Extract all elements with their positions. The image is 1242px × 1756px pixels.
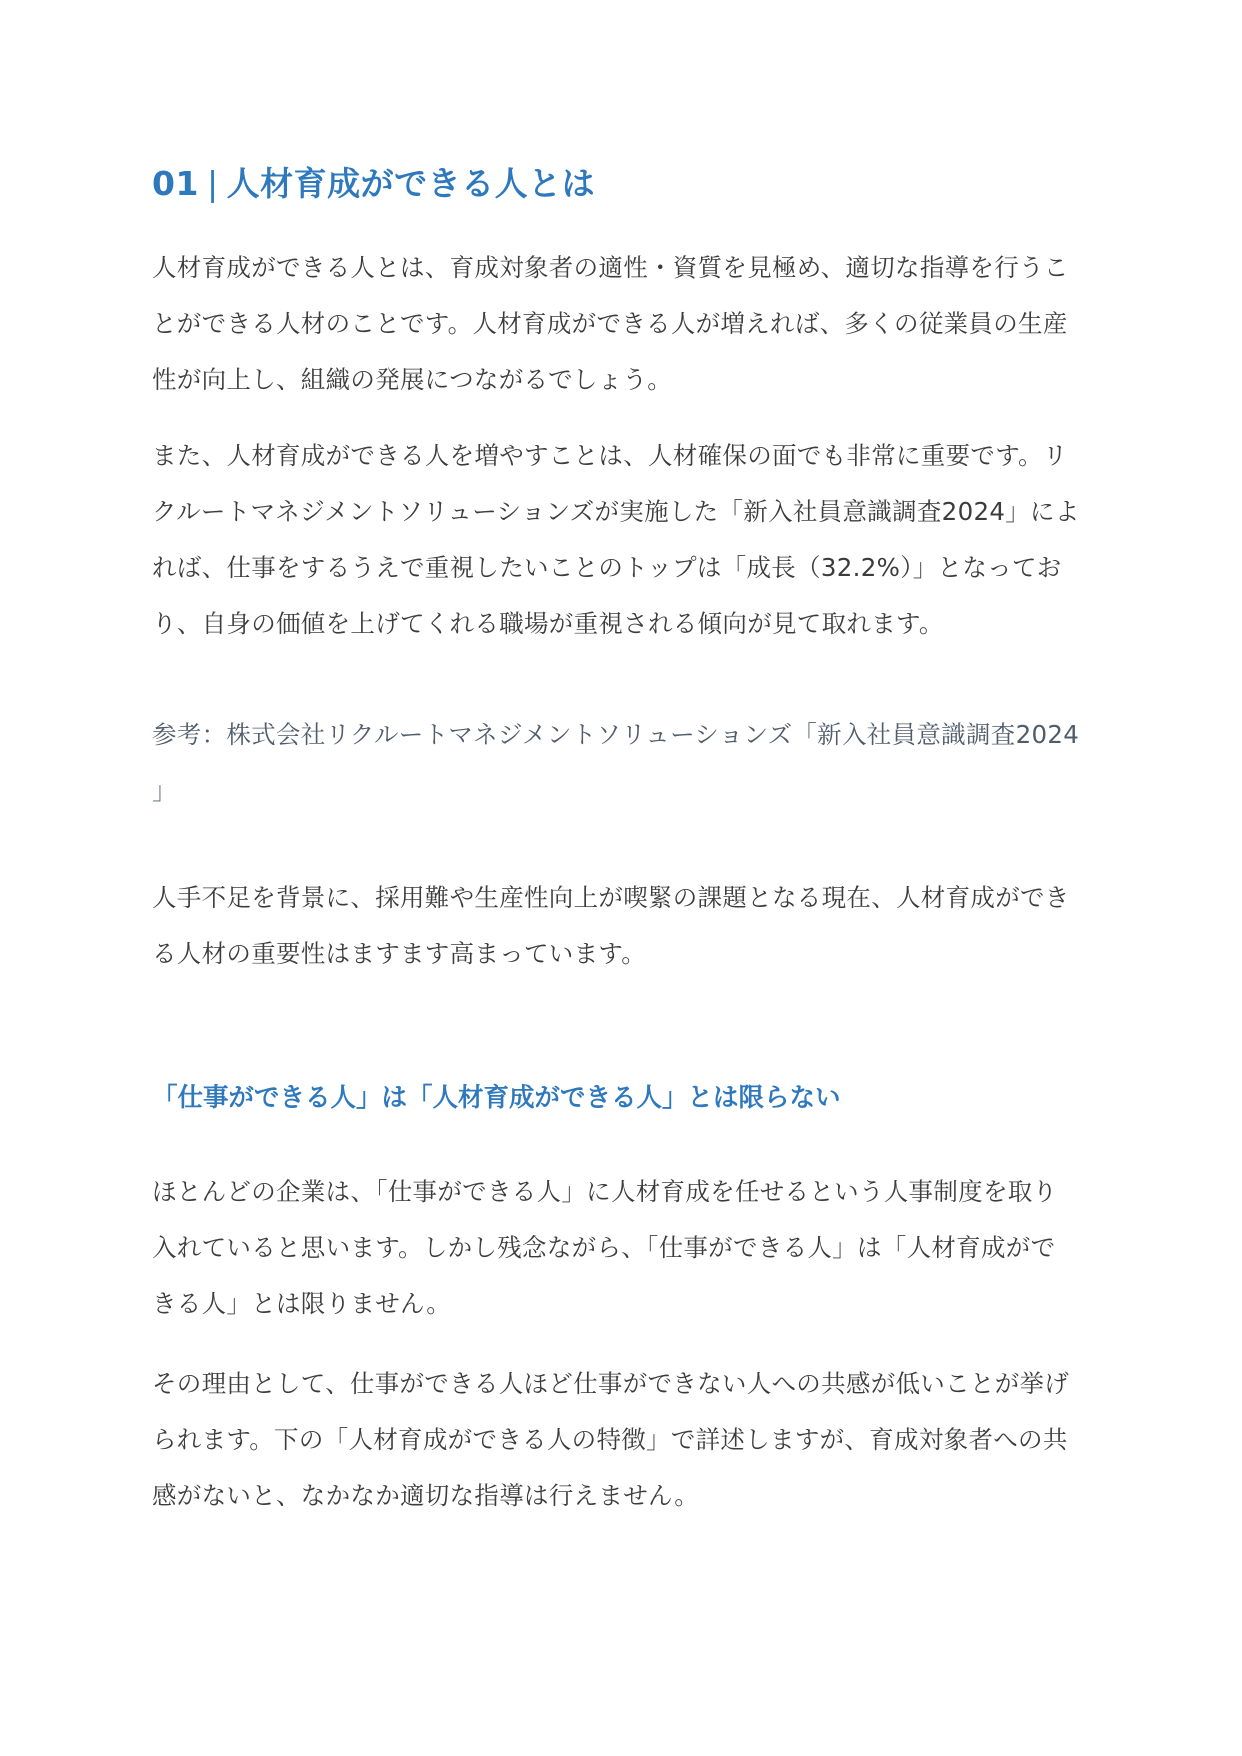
text-line: られます。下の「人材育成ができる人の特徴」で詳述しますが、育成対象者への共	[152, 1425, 1068, 1454]
section-separator: |	[206, 164, 219, 203]
survey-paragraph	[152, 428, 1092, 652]
text-line: 人材育成ができる人とは、育成対象者の適性・資質を見極め、適切な指導を行うこ	[152, 253, 1069, 282]
intro-paragraph	[152, 240, 1092, 408]
text-line: 入れていると思います。しかし残念ながら、「仕事ができる人」は「人材育成がで	[152, 1233, 1056, 1262]
text-line: きる人」とは限りません。	[152, 1289, 452, 1318]
reference-line[interactable]: 参考：株式会社リクルートマネジメントソリューションズ「新入社員意識調査2024	[152, 720, 1080, 749]
reference-line[interactable]: 」	[152, 776, 177, 805]
text-line: ほとんどの企業は、「仕事ができる人」に人材育成を任せるという人事制度を取り	[152, 1177, 1058, 1206]
section-number: 01	[152, 164, 199, 203]
section-heading	[152, 160, 595, 208]
subsection-paragraph-2	[152, 1356, 1092, 1524]
reference-link[interactable]	[152, 707, 1092, 819]
subsection-paragraph-1	[152, 1164, 1092, 1332]
text-line: また、人材育成ができる人を増やすことは、人材確保の面でも非常に重要です。リ	[152, 441, 1068, 470]
text-line: 人手不足を背景に、採用難や生産性向上が喫緊の課題となる現在、人材育成ができ	[152, 883, 1070, 912]
text-line: れば、仕事をするうえで重視したいことのトップは「成長（32.2%）」となってお	[152, 553, 1062, 582]
context-paragraph	[152, 870, 1092, 982]
text-line: クルートマネジメントソリューションズが実施した「新入社員意識調査2024」によ	[152, 497, 1080, 526]
subsection-heading: 「仕事ができる人」は「人材育成ができる人」とは限らない	[152, 1083, 841, 1113]
text-line: る人材の重要性はますます高まっています。	[152, 939, 647, 968]
text-line: 感がないと、なかなか適切な指導は行えません。	[152, 1481, 700, 1510]
section-title: 人材育成ができる人とは	[226, 164, 596, 203]
text-line: り、自身の価値を上げてくれる職場が重視される傾向が見て取れます。	[152, 609, 944, 638]
text-line: とができる人材のことです。人材育成ができる人が増えれば、多くの従業員の生産	[152, 309, 1068, 338]
text-line: 性が向上し、組織の発展につながるでしょう。	[152, 365, 673, 394]
text-line: その理由として、仕事ができる人ほど仕事ができない人への共感が低いことが挙げ	[152, 1369, 1070, 1398]
